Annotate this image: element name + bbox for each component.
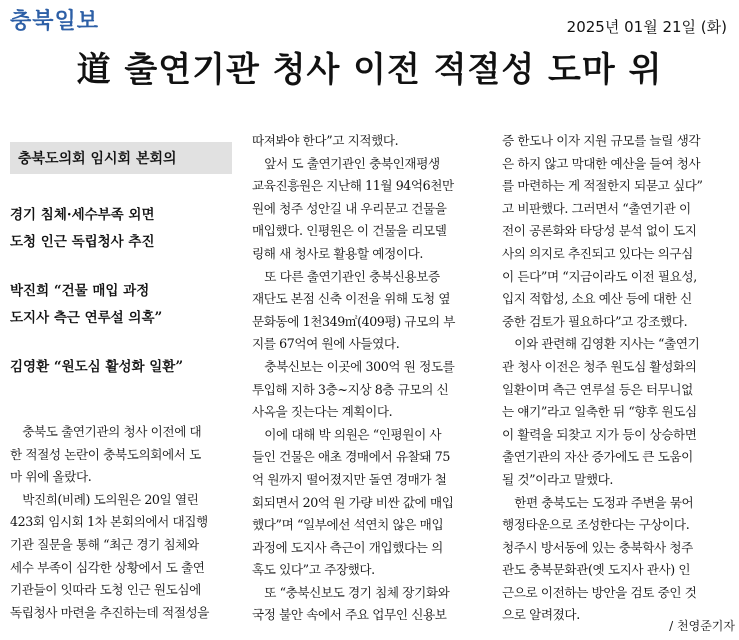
body-line: 사옥을 짓는다는 계획이다. — [252, 404, 393, 420]
column-2 — [252, 130, 484, 627]
body-line: 관도 충북문화관(옛 도지사 관사) 인 — [502, 562, 691, 578]
subhead-group-2 — [10, 278, 232, 332]
body-line: 으로 알려졌다. — [502, 607, 580, 623]
body-line: 한 적절성 논란이 충북도의회에서 도 — [10, 446, 201, 462]
body-line: 고 비판했다. 그러면서 “출연기관 이 — [502, 200, 691, 216]
section-tag: 충북도의회 임시회 본회의 — [10, 142, 232, 174]
body-line: 근으로 이전하는 방안을 검토 중인 것 — [502, 584, 697, 600]
body-line: 사의 의지로 추진되고 있다는 의구심 — [502, 245, 693, 261]
body-line: 청주시 방서동에 있는 충북학사 청주 — [502, 539, 693, 555]
reporter-byline: / 천영준기자 — [669, 619, 735, 633]
body-line: 링해 새 청사로 활용할 예정이다. — [252, 245, 423, 261]
body-line: 중한 검토가 필요하다”고 강조했다. — [502, 313, 688, 329]
subhead-line: 도청 인근 독립청사 추진 — [10, 234, 155, 250]
body-line: 독립청사 마련을 추진하는데 적절성을 — [10, 604, 210, 620]
body-line: 은 하지 않고 막대한 예산을 들여 청사 — [502, 155, 701, 171]
body-line: 423회 임시회 1차 본회의에서 대집행 — [10, 514, 208, 530]
body-line: 증 한도나 이자 지원 규모를 늘릴 생각 — [502, 133, 701, 148]
body-line: 들인 건물은 애초 경매에서 유찰돼 75 — [252, 449, 450, 465]
body-line: 일환이며 측근 연루설 등은 터무니없 — [502, 381, 693, 397]
subhead-line: 경기 침체·세수부족 외면 — [10, 207, 155, 223]
body-line: 기관 질문을 통해 “최근 경기 침체와 — [10, 536, 199, 552]
body-line: 과정에 도지사 측근이 개입했다는 의 — [252, 539, 443, 555]
column-3 — [502, 130, 734, 627]
body-line: 했다”며 “일부에선 석연치 않은 매입 — [252, 517, 444, 533]
body-line: 지를 67억여 원에 사들였다. — [252, 336, 400, 352]
publication-date: 2025년 01월 21일 (화) — [566, 18, 727, 36]
body-line: 를 마련하는 게 적절한지 되묻고 싶다” — [502, 178, 703, 194]
body-line: 이 활력을 되찾고 지가 등이 상승하면 — [502, 426, 697, 442]
body-line: 교육진흥원은 지난해 11월 94억6천만 — [252, 178, 454, 194]
body-line: 이 든다”며 “지금이라도 이전 필요성, — [502, 268, 697, 284]
body-line: 혹도 있다”고 주장했다. — [252, 562, 375, 578]
body-line: 행정타운으로 조성한다는 구상이다. — [502, 517, 690, 533]
body-line: 투입해 지하 3층~지상 8층 규모의 신 — [252, 381, 449, 397]
body-line: 충북도 출연기관의 청사 이전에 대 — [10, 424, 202, 439]
subhead-group-3 — [10, 354, 232, 381]
body-line: 는 얘기”라고 일축한 뒤 “향후 원도심 — [502, 404, 697, 420]
body-line: 이에 대해 박 의원은 “인평원이 사 — [252, 426, 442, 442]
body-line: 입지 적합성, 소요 예산 등에 대한 신 — [502, 291, 692, 307]
body-line: 국정 불안 속에서 주요 업무인 신용보 — [252, 607, 447, 623]
body-line: 따져봐야 한다”고 지적했다. — [252, 133, 399, 148]
body-line: 세수 부족이 심각한 상황에서 도 출연 — [10, 559, 205, 575]
body-line: 억 원까지 떨어졌지만 돌연 경매가 철 — [252, 471, 447, 487]
body-line: 또 다른 출연기관인 충북신용보증 — [252, 268, 440, 284]
body-line: 이와 관련해 김영환 지사는 “출연기 — [502, 336, 700, 352]
body-line: 한편 충북도는 도정과 주변을 묶어 — [502, 494, 694, 510]
body-line: 관 청사 이전은 청주 원도심 활성화의 — [502, 358, 697, 374]
publication-name: 충북일보 — [10, 9, 100, 34]
column-1 — [10, 130, 232, 624]
body-line: 전이 공론화와 타당성 분석 없이 도지 — [502, 223, 697, 239]
body-line: 될 것”이라고 말했다. — [502, 471, 613, 487]
body-line: 매입했다. 인평원은 이 건물을 리모델 — [252, 223, 447, 239]
body-line: 또 “충북신보도 경기 침체 장기화와 — [252, 584, 450, 600]
subhead-group-1 — [10, 202, 232, 256]
body-line: 출연기관의 자산 증가에도 큰 도움이 — [502, 449, 693, 465]
body-line: 회되면서 20억 원 가량 비싼 값에 매입 — [252, 494, 454, 510]
body-line: 마 위에 올랐다. — [10, 469, 92, 485]
column-1-body — [10, 421, 232, 624]
body-line: 문화동에 1천349㎡(409평) 규모의 부 — [252, 313, 455, 329]
body-line: 원에 청주 성안길 내 우리문고 건물을 — [252, 200, 447, 216]
article-headline: 道 출연기관 청사 이전 적절성 도마 위 — [76, 50, 663, 90]
body-line: 재단도 본점 신축 이전을 위해 도청 옆 — [252, 291, 451, 307]
subhead-line: 도지사 측근 연루설 의혹” — [10, 310, 163, 326]
body-line: 기관들이 잇따라 도청 인근 원도심에 — [10, 582, 201, 598]
body-line: 충북신보는 이곳에 300억 원 정도를 — [252, 358, 455, 374]
subhead-line: 박진희 “건물 매입 과정 — [10, 283, 150, 299]
subhead-line: 김영환 “원도심 활성화 일환” — [10, 359, 184, 375]
body-line: 앞서 도 출연기관인 충북인재평생 — [252, 155, 440, 171]
body-line: 박진희(비례) 도의원은 20일 열린 — [10, 491, 199, 507]
